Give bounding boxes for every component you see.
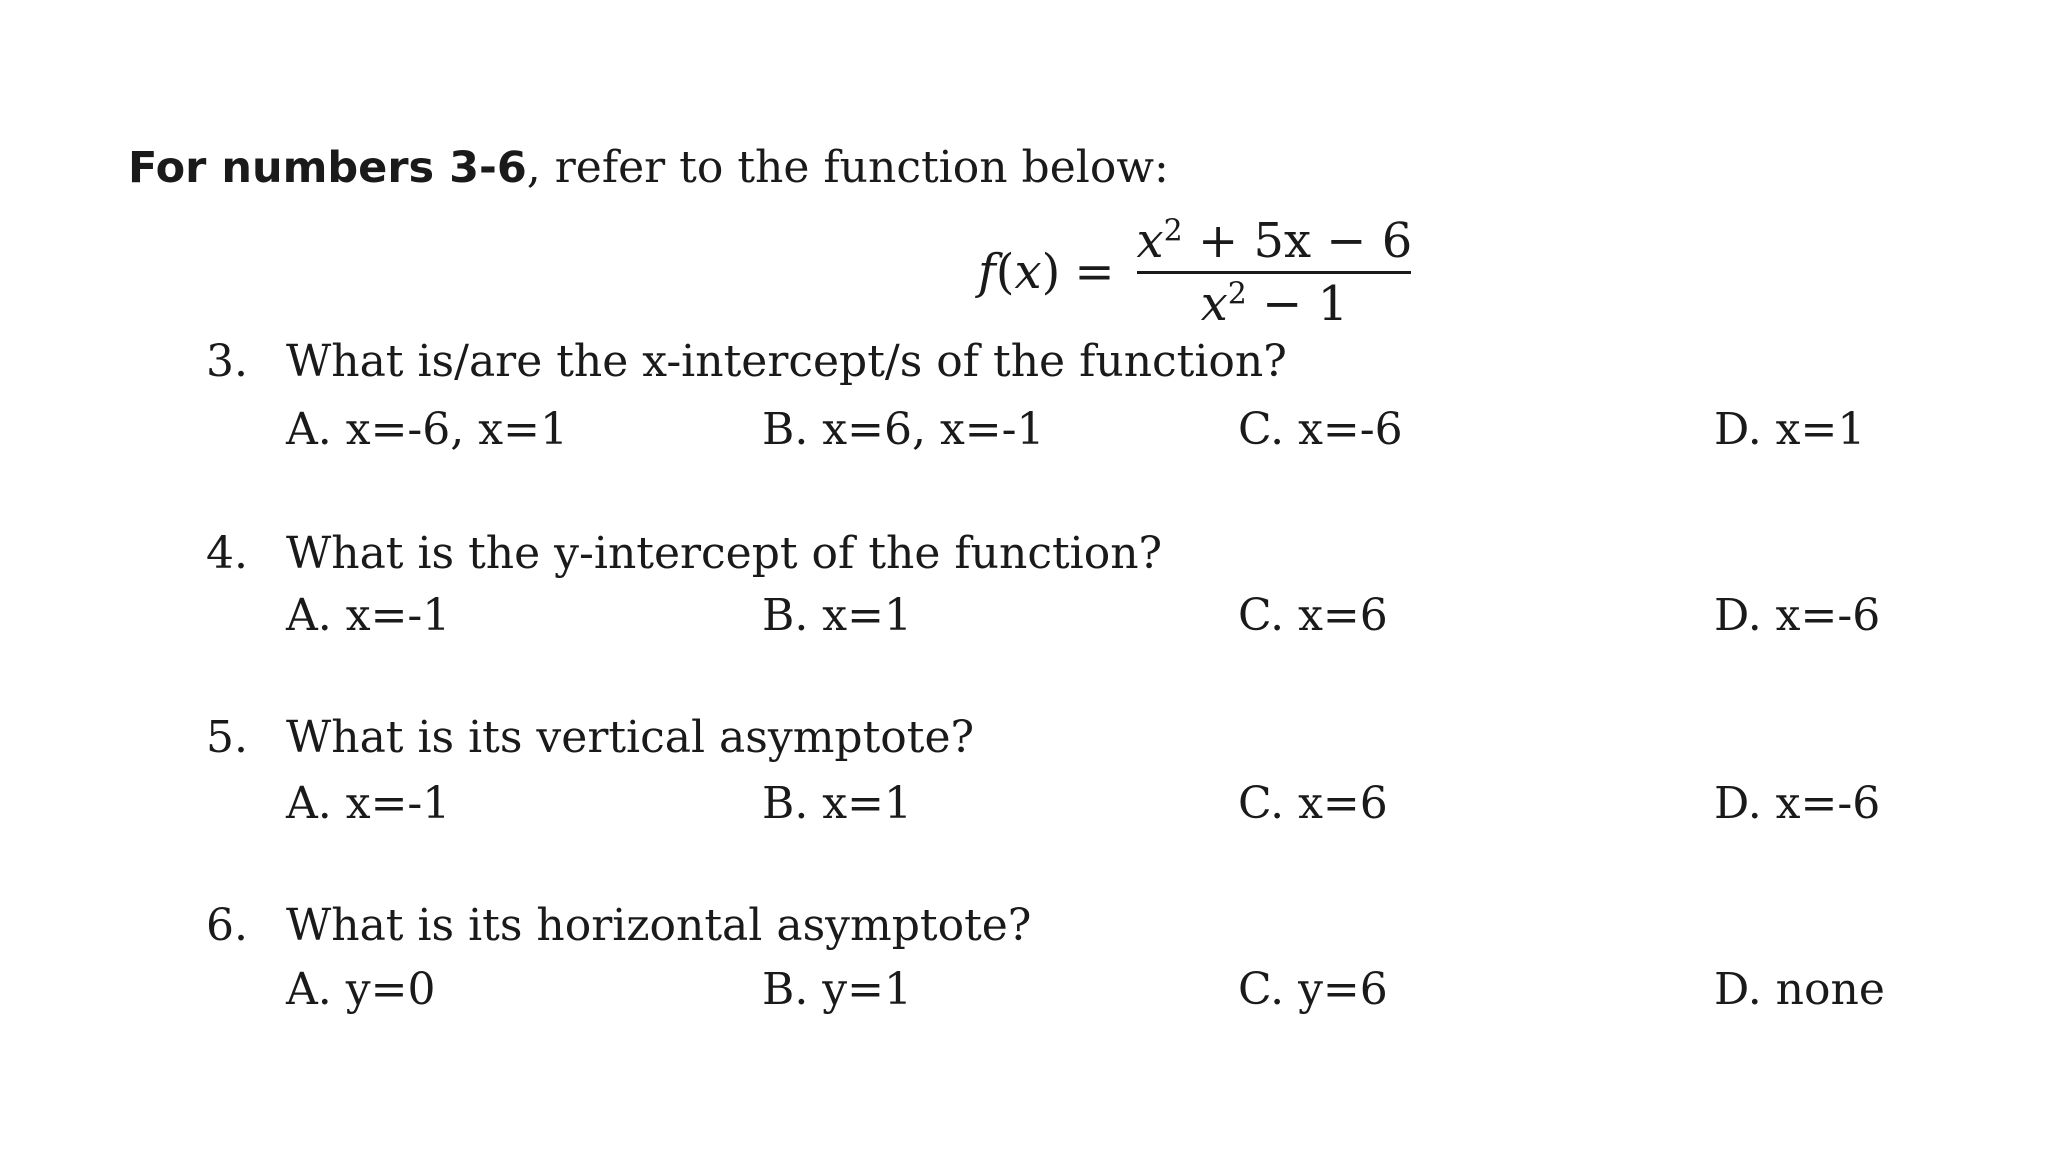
choice-a[interactable]: A. x=-6, x=1 (286, 404, 568, 455)
denominator (1197, 274, 1352, 334)
function-name (978, 244, 1060, 300)
choice-d[interactable]: D. x=1 (1714, 404, 1866, 455)
numerator (1133, 211, 1417, 271)
question-5-choices (286, 776, 2006, 832)
question-text: What is its vertical asymptote? (286, 712, 975, 763)
denominator-terms: − 1 (1246, 275, 1349, 332)
choice-c[interactable]: C. x=6 (1238, 590, 1388, 641)
numerator-variable: x (1136, 212, 1164, 269)
question-3 (206, 334, 1287, 390)
fraction (1133, 211, 1417, 334)
choice-c[interactable]: C. x=6 (1238, 778, 1388, 829)
question-text: What is its horizontal asymptote? (286, 900, 1032, 951)
question-3-choices (286, 402, 2006, 458)
choice-a[interactable]: A. x=-1 (286, 778, 451, 829)
question-6-choices (286, 962, 2006, 1018)
instructions-line (128, 138, 1169, 198)
open-paren: ( (995, 244, 1015, 300)
question-5 (206, 710, 974, 766)
question-number: 6. (206, 900, 248, 951)
question-number: 4. (206, 528, 248, 579)
function-letter: f (978, 244, 996, 300)
question-number: 5. (206, 712, 248, 763)
choice-d[interactable]: D. x=-6 (1714, 778, 1881, 829)
choice-c[interactable]: C. y=6 (1238, 964, 1388, 1015)
numerator-exponent: 2 (1163, 213, 1183, 248)
choice-b[interactable]: B. x=1 (762, 778, 912, 829)
instructions-text: , refer to the function below: (526, 142, 1169, 193)
choice-b[interactable]: B. y=1 (762, 964, 913, 1015)
numerator-terms: + 5x − 6 (1182, 212, 1413, 269)
choice-b[interactable]: B. x=1 (762, 590, 912, 641)
function-variable: x (1014, 244, 1042, 300)
choice-c[interactable]: C. x=-6 (1238, 404, 1403, 455)
choice-d[interactable]: D. none (1714, 964, 1885, 1015)
denominator-exponent: 2 (1227, 276, 1247, 311)
instructions-bold: For numbers 3-6 (128, 143, 527, 193)
question-4-choices (286, 588, 2006, 644)
question-text: What is/are the x-intercept/s of the function? (286, 336, 1287, 387)
question-text: What is the y-intercept of the function? (286, 528, 1163, 579)
question-6 (206, 898, 1031, 954)
choice-d[interactable]: D. x=-6 (1714, 590, 1881, 641)
denominator-variable: x (1200, 275, 1228, 332)
function-formula (978, 202, 1416, 342)
choice-a[interactable]: A. x=-1 (286, 590, 451, 641)
question-4 (206, 526, 1162, 582)
equals-sign: = (1074, 244, 1115, 300)
choice-a[interactable]: A. y=0 (286, 964, 436, 1015)
close-paren: ) (1041, 244, 1061, 300)
question-number: 3. (206, 336, 248, 387)
choice-b[interactable]: B. x=6, x=-1 (762, 404, 1045, 455)
